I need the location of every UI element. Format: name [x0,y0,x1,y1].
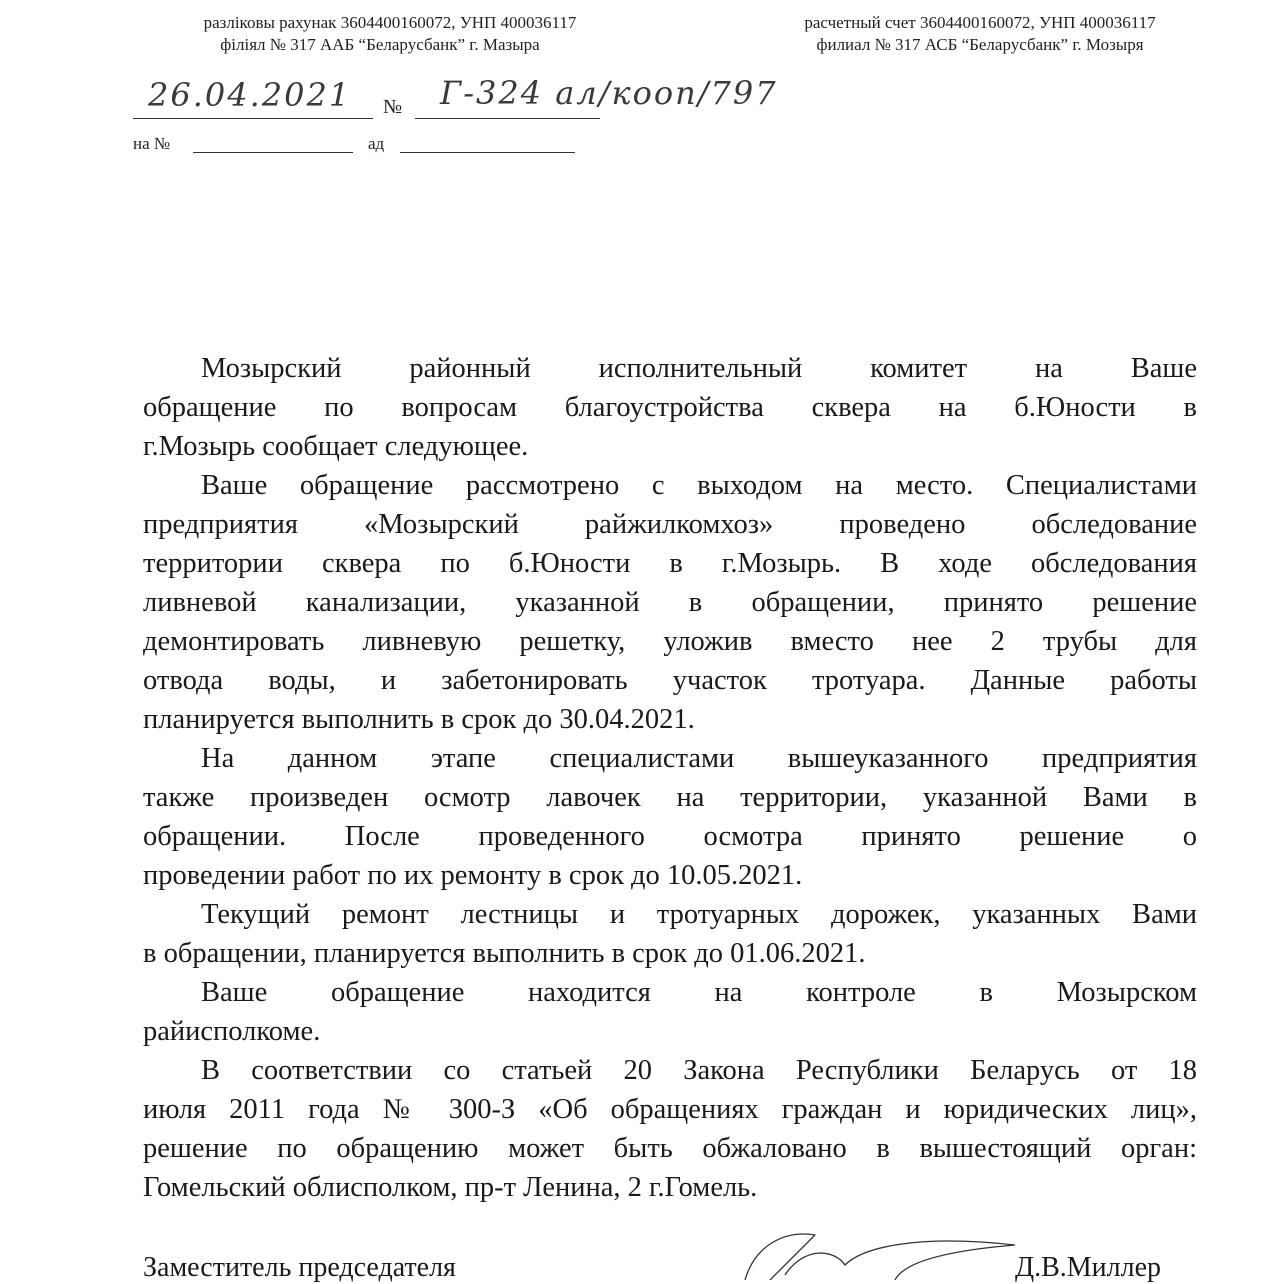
text-line: также произведен осмотр лавочек на территории, указанной Вами в [143,782,1197,813]
branch-line: филиал № 317 АСБ “Беларусбанк” г. Мозыря [816,35,1144,54]
text-line: обращение по вопросам благоустройства сквера на б.Юности в [143,392,1197,423]
handwritten-date: 26.04.2021 [148,76,352,114]
bank-details-russian [740,12,1260,56]
text-line: июля 2011 года № 300-З «Об обращениях граждан и юридических лиц», [143,1094,1197,1125]
signatory-name: Д.В.Миллер [1015,1252,1162,1283]
text-line: планируется выполнить в срок до 30.04.2021. [143,704,695,735]
handwritten-signature [725,1225,1025,1280]
text-line: проведении работ по их ремонту в срок до 10.05.2021. [143,860,803,891]
paragraph [143,466,1197,739]
ref-number-underline [193,152,353,153]
letter-body [143,349,1197,1207]
text-line: территории сквера по б.Юности в г.Мозырь. В ходе обследования [143,548,1197,579]
text-line: демонтировать ливневую решетку, уложив вместо нее 2 трубы для [143,626,1197,657]
paragraph [143,1051,1197,1207]
ref-date-underline [400,152,575,153]
account-line: разліковы рахунак 3604400160072, УНП 400036117 [203,13,577,32]
date-underline [133,118,373,119]
text-line: Мозырский районный исполнительный комитет на Ваше [201,353,1197,384]
text-line: г.Мозырь сообщает следующее. [143,431,529,462]
text-line: Ваше обращение находится на контроле в Мозырском [201,977,1197,1008]
branch-line: філіял № 317 ААБ “Беларусбанк” г. Мазыра [220,35,540,54]
handwritten-number: Г-324 ал/кооп/797 [440,74,778,112]
text-line: Текущий ремонт лестницы и тротуарных дорожек, указанных Вами [201,899,1197,930]
paragraph [143,895,1197,973]
paragraph [143,739,1197,895]
ref-number-label: на № [133,134,171,153]
text-line: На данном этапе специалистами вышеуказанного предприятия [201,743,1197,774]
text-line: райисполкоме. [143,1016,321,1047]
text-line: в обращении, планируется выполнить в срок до 01.06.2021. [143,938,866,969]
text-line: предприятия «Мозырский райжилкомхоз» проведено обследование [143,509,1197,540]
number-underline [415,118,600,119]
text-line: ливневой канализации, указанной в обращении, принято решение [143,587,1197,618]
signatory-position: Заместитель председателя [143,1252,456,1283]
account-line: расчетный счет 3604400160072, УНП 400036117 [804,13,1156,32]
text-line: В соответствии со статьей 20 Закона Республики Беларусь от 18 [201,1055,1197,1086]
ref-date-label: ад [368,134,385,153]
bank-details-belarusian [130,12,650,56]
paragraph [143,349,1197,466]
text-line: Гомельский облисполком, пр-т Ленина, 2 г.Гомель. [143,1172,758,1203]
text-line: обращении. После проведенного осмотра принято решение о [143,821,1197,852]
paragraph [143,973,1197,1051]
text-line: решение по обращению может быть обжаловано в вышестоящий орган: [143,1133,1197,1164]
text-line: Ваше обращение рассмотрено с выходом на место. Специалистами [201,470,1197,501]
number-label: № [383,96,403,118]
text-line: отвода воды, и забетонировать участок тротуара. Данные работы [143,665,1197,696]
